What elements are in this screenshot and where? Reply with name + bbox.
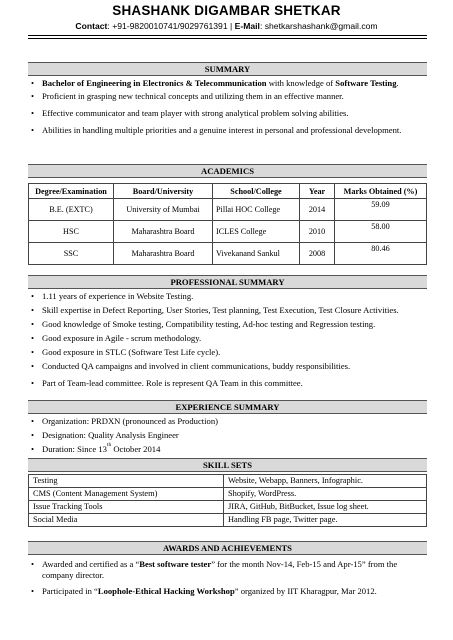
award-item [28,586,428,597]
awards-heading: AWARDS AND ACHIEVEMENTS [28,541,427,555]
table-row [29,501,427,514]
summary-heading: SUMMARY [28,62,427,76]
table-row [29,243,427,265]
cell-board: Maharashtra Board [114,221,213,243]
duration-suffix: th [106,442,112,448]
candidate-name: SHASHANK DIGAMBAR SHETKAR [112,3,341,18]
cell-marks: 58.00 [335,221,427,243]
awards-list [28,559,428,597]
summary-skill: Software Testing [335,78,397,88]
list-item: • Good knowledge of Smoke testing, Compatibility testing, Ad-hoc testing and Regression testing. [28,319,428,330]
skill-category: Testing [29,475,224,488]
summary-period: . [396,78,399,88]
award-text: Participated in “ [42,586,98,596]
contact-email: : shetkarshashank@gmail.com [259,21,378,31]
award-text-end: ” for the month Nov-14, Feb-15 and Apr-15” from the company director. [42,559,398,580]
column-header: Board/University [114,184,213,199]
cell-marks: 59.09 [335,199,427,221]
academics-heading: ACADEMICS [28,164,427,178]
contact-phone: : +91-9820010741/9029761391 | [107,21,235,31]
skills-table [28,474,427,527]
cell-degree: HSC [29,221,114,243]
header-divider [28,35,427,36]
award-text: Awarded and certified as a “ [42,559,140,569]
award-item [28,559,428,581]
award-title: Loophole-Ethical Hacking Workshop [97,586,235,596]
cell-year: 2010 [300,221,335,243]
summary-degree: Bachelor of Engineering in Electronics & Telecommunication [42,78,267,88]
table-row [29,475,427,488]
cell-marks: 80.46 [335,243,427,265]
column-header: Marks Obtained (%) [335,184,427,199]
cell-degree: SSC [29,243,114,265]
summary-list [28,78,428,136]
skill-category: Social Media [29,514,224,527]
skill-detail: JIRA, GitHub, BitBucket, Issue log sheet. [224,501,427,514]
email-label: E-Mail [234,21,260,31]
column-header: Year [300,184,335,199]
list-item: • 1.11 years of experience in Website Testing. [28,291,428,302]
summary-item: • Abilities in handling multiple priorities and a genuine interest in personal and professional development. [28,125,428,136]
cell-degree: B.E. (EXTC) [29,199,114,221]
list-item: • Good exposure in STLC (Software Test Life cycle). [28,347,428,358]
column-header: Degree/Examination [29,184,114,199]
skill-detail: Website, Webapp, Banners, Infographic. [224,475,427,488]
summary-item: • Effective communicator and team player with strong analytical problem solving abilities. [28,108,428,119]
skill-detail: Shopify, WordPress. [224,488,427,501]
cell-school: ICLES College [213,221,300,243]
list-item: • Skill expertise in Defect Reporting, User Stories, Test planning, Test Execution, Test Closure Activities. [28,305,428,316]
list-item: • Part of Team-lead committee. Role is represent QA Team in this committee. [28,378,428,389]
experience-organization: • Organization: PRDXN (pronounced as Production) [28,416,428,427]
academics-table [28,183,427,265]
experience-duration [28,444,428,455]
duration-text: Duration: Since 13 [42,444,107,454]
header-divider-second [28,38,427,39]
contact-line [0,21,453,31]
cell-year: 2008 [300,243,335,265]
cell-school: Pillai HOC College [213,199,300,221]
cell-board: University of Mumbai [114,199,213,221]
skill-sets-heading: SKILL SETS [28,458,427,472]
cell-school: Vivekanand Sankul [213,243,300,265]
contact-label: Contact [75,21,108,31]
skill-category: CMS (Content Management System) [29,488,224,501]
professional-summary-list [28,291,428,389]
list-item: • Conducted QA campaigns and involved in client communications, buddy responsibilities. [28,361,428,372]
table-row [29,488,427,501]
experience-summary-heading: EXPERIENCE SUMMARY [28,400,427,414]
experience-list [28,416,428,455]
table-row [29,221,427,243]
summary-item [28,78,428,89]
experience-designation: • Designation: Quality Analysis Engineer [28,430,428,441]
table-row [29,199,427,221]
award-text-end: ” organized by IIT Kharagpur, Mar 2012. [234,586,377,596]
summary-text: with knowledge of [266,78,336,88]
duration-text-end: October 2014 [111,444,161,454]
cell-year: 2014 [300,199,335,221]
list-item: • Good exposure in Agile - scrum methodology. [28,333,428,344]
skill-detail: Handling FB page, Twitter page. [224,514,427,527]
summary-item: • Proficient in grasping new technical concepts and utilizing them in an effective manner. [28,91,428,102]
award-title: Best software tester [139,559,212,569]
column-header: School/College [213,184,300,199]
table-header-row [29,184,427,199]
skill-category: Issue Tracking Tools [29,501,224,514]
table-row [29,514,427,527]
professional-summary-heading: PROFESSIONAL SUMMARY [28,275,427,289]
cell-board: Maharashtra Board [114,243,213,265]
